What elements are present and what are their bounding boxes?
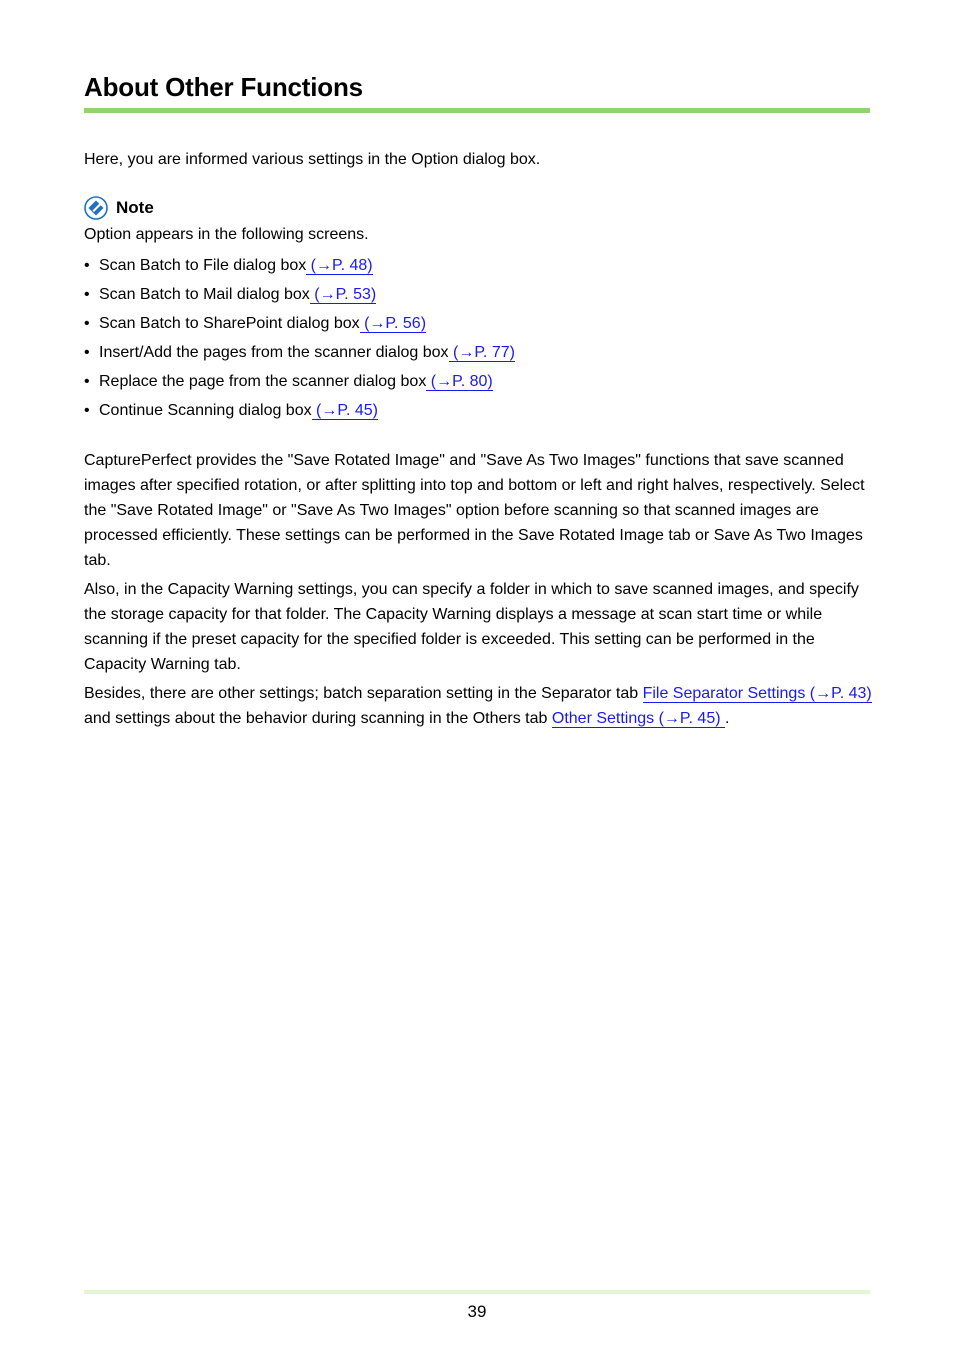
- footer-divider: [84, 1290, 870, 1294]
- note-list: [84, 255, 515, 429]
- list-item-text: Scan Batch to SharePoint dialog box: [99, 315, 360, 332]
- file-separator-settings-link[interactable]: File Separator Settings (→P. 43): [642, 685, 872, 702]
- bullet-icon: •: [84, 402, 90, 419]
- list-item-text: Scan Batch to Mail dialog box: [99, 286, 310, 303]
- paragraph-save-functions: CapturePerfect provides the "Save Rotated Image" and "Save As Two Images" functions that save scanned images after specified rotation, or after splitting into top and bottom or left and right halves, respectively. Select the "Save Rotated Image" or "Save As Two Images" option before scanning so that scanned images are processed efficiently. These settings can be performed in the Save Rotated Image tab or Save As Two Images tab.: [84, 452, 865, 569]
- list-item: [84, 313, 515, 342]
- list-item: [84, 342, 515, 371]
- bullet-icon: •: [84, 257, 90, 274]
- note-text: Option appears in the following screens.: [84, 226, 369, 243]
- page-title: About Other Functions: [84, 72, 363, 102]
- list-item-text: Insert/Add the pages from the scanner dialog box: [99, 344, 449, 361]
- bullet-icon: •: [84, 373, 90, 390]
- note-header: [84, 196, 154, 220]
- body-text: [84, 448, 874, 735]
- list-item: [84, 255, 515, 284]
- title-divider: [84, 108, 870, 113]
- page-reference-link[interactable]: (→P. 56): [359, 315, 427, 332]
- intro-text: Here, you are informed various settings in the Option dialog box.: [84, 151, 541, 168]
- page-reference-link[interactable]: (→P. 45): [311, 402, 379, 419]
- list-item-text: Replace the page from the scanner dialog box: [99, 373, 427, 390]
- paragraph-text: .: [725, 710, 730, 727]
- page-reference-link[interactable]: (→P. 80): [426, 373, 493, 390]
- paragraph-capacity-warning: Also, in the Capacity Warning settings, you can specify a folder in which to save scanned images, and specify the storage capacity for that folder. The Capacity Warning displays a message at scan start time or while scanning if the preset capacity for the specified folder is exceeded. This setting can be performed in the Capacity Warning tab.: [84, 581, 859, 673]
- page-reference-link[interactable]: (→P. 48): [306, 257, 373, 274]
- page-reference-link[interactable]: (→P. 77): [448, 344, 515, 361]
- note-pencil-icon: [84, 196, 108, 220]
- paragraph-text: Besides, there are other settings; batch separation setting in the Separator tab: [84, 685, 643, 702]
- list-item: [84, 371, 515, 400]
- paragraph-text: and settings about the behavior during scanning in the Others tab: [84, 710, 552, 727]
- note-label: Note: [116, 198, 154, 217]
- bullet-icon: •: [84, 344, 90, 361]
- list-item: [84, 400, 515, 429]
- page-number: 39: [467, 1302, 487, 1321]
- bullet-icon: •: [84, 286, 90, 303]
- paragraph-other-settings: [84, 681, 874, 731]
- page-reference-link[interactable]: (→P. 53): [309, 286, 377, 303]
- list-item-text: Continue Scanning dialog box: [99, 402, 312, 419]
- list-item: [84, 284, 515, 313]
- list-item-text: Scan Batch to File dialog box: [99, 257, 307, 274]
- other-settings-link[interactable]: Other Settings (→P. 45): [551, 710, 725, 727]
- bullet-icon: •: [84, 315, 90, 332]
